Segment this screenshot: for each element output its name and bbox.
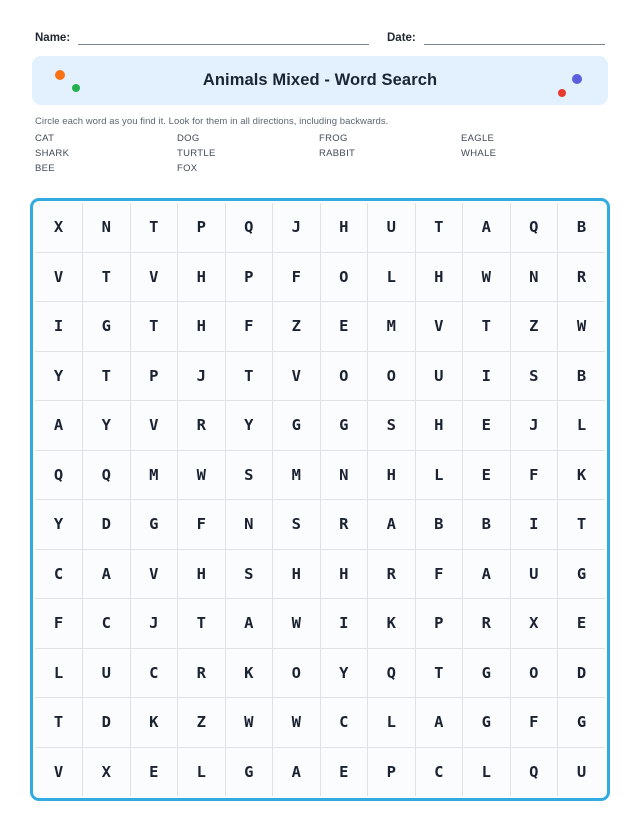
grid-cell[interactable]: R <box>558 252 606 302</box>
grid-cell[interactable]: T <box>35 698 83 748</box>
grid-cell[interactable]: C <box>320 698 368 748</box>
grid-cell[interactable]: S <box>225 450 273 500</box>
grid-body <box>35 203 605 796</box>
grid-cell[interactable]: C <box>35 549 83 599</box>
grid-cell[interactable]: F <box>415 549 463 599</box>
grid-cell[interactable]: U <box>368 203 416 252</box>
grid-cell[interactable]: Z <box>178 698 226 748</box>
grid-cell[interactable]: G <box>463 648 511 698</box>
grid-cell[interactable]: G <box>558 549 606 599</box>
grid-cell[interactable]: L <box>463 747 511 796</box>
grid-cell[interactable]: P <box>178 203 226 252</box>
grid-cell[interactable]: N <box>510 252 558 302</box>
grid-cell[interactable]: X <box>35 203 83 252</box>
grid-cell[interactable]: J <box>510 401 558 451</box>
grid-cell[interactable]: I <box>463 351 511 401</box>
name-date-row <box>35 31 605 45</box>
grid-cell[interactable]: Y <box>83 401 131 451</box>
grid-cell[interactable]: V <box>273 351 321 401</box>
grid-cell[interactable]: V <box>130 401 178 451</box>
grid-cell[interactable]: Q <box>368 648 416 698</box>
grid-cell[interactable]: H <box>368 450 416 500</box>
page-title: Animals Mixed - Word Search <box>202 71 438 89</box>
grid-cell[interactable]: B <box>558 351 606 401</box>
grid-cell[interactable]: Q <box>510 747 558 796</box>
grid-cell[interactable]: K <box>558 450 606 500</box>
grid-cell[interactable]: U <box>510 549 558 599</box>
grid-cell[interactable]: J <box>178 351 226 401</box>
grid-cell[interactable]: F <box>35 599 83 649</box>
grid-cell[interactable]: A <box>35 401 83 451</box>
grid-row <box>35 401 605 451</box>
grid-cell[interactable]: O <box>368 351 416 401</box>
grid-cell[interactable]: V <box>35 747 83 796</box>
word-list-row <box>35 146 610 161</box>
grid-cell[interactable]: N <box>320 450 368 500</box>
grid-cell[interactable]: T <box>130 302 178 352</box>
grid-row <box>35 252 605 302</box>
grid-cell[interactable]: Z <box>273 302 321 352</box>
grid-cell[interactable]: J <box>273 203 321 252</box>
grid-cell[interactable]: Y <box>35 351 83 401</box>
grid-cell[interactable]: T <box>130 203 178 252</box>
date-input-line[interactable] <box>424 31 605 45</box>
grid-row <box>35 203 605 252</box>
word-item: CAT <box>35 133 55 144</box>
grid-cell[interactable]: W <box>558 302 606 352</box>
grid-cell[interactable]: F <box>178 500 226 550</box>
grid-cell[interactable]: S <box>368 401 416 451</box>
grid-cell[interactable]: T <box>415 648 463 698</box>
grid-cell[interactable]: U <box>558 747 606 796</box>
grid-cell[interactable]: R <box>178 401 226 451</box>
grid-cell[interactable]: Y <box>225 401 273 451</box>
grid-cell[interactable]: G <box>225 747 273 796</box>
grid-cell[interactable]: T <box>558 500 606 550</box>
grid-cell[interactable]: D <box>558 648 606 698</box>
grid-cell[interactable]: O <box>510 648 558 698</box>
grid-cell[interactable]: L <box>368 698 416 748</box>
grid-cell[interactable]: W <box>273 599 321 649</box>
grid-cell[interactable]: K <box>368 599 416 649</box>
grid-cell[interactable]: T <box>83 351 131 401</box>
grid-cell[interactable]: H <box>178 252 226 302</box>
grid-cell[interactable]: E <box>463 450 511 500</box>
word-item: DOG <box>177 133 200 144</box>
instructions-text: Circle each word as you find it. Look for them in all directions, including backwards. <box>35 116 389 127</box>
grid-cell[interactable]: M <box>130 450 178 500</box>
grid-cell[interactable]: E <box>320 302 368 352</box>
grid-cell[interactable]: K <box>225 648 273 698</box>
grid-cell[interactable]: H <box>320 549 368 599</box>
grid-cell[interactable]: V <box>35 252 83 302</box>
grid-cell[interactable]: U <box>415 351 463 401</box>
name-input-line[interactable] <box>78 31 369 45</box>
grid-cell[interactable]: Q <box>83 450 131 500</box>
grid-cell[interactable]: W <box>463 252 511 302</box>
grid-cell[interactable]: R <box>463 599 511 649</box>
word-search-grid[interactable] <box>30 198 610 801</box>
grid-cell[interactable]: C <box>130 648 178 698</box>
grid-cell[interactable]: G <box>463 698 511 748</box>
grid-cell[interactable]: X <box>83 747 131 796</box>
grid-cell[interactable]: E <box>320 747 368 796</box>
grid-cell[interactable]: H <box>178 549 226 599</box>
grid-cell[interactable]: H <box>178 302 226 352</box>
grid-cell[interactable]: H <box>273 549 321 599</box>
grid-cell[interactable]: S <box>510 351 558 401</box>
grid-cell[interactable]: S <box>273 500 321 550</box>
grid-cell[interactable]: A <box>273 747 321 796</box>
date-field-group <box>387 31 605 45</box>
grid-cell[interactable]: O <box>320 351 368 401</box>
word-item: RABBIT <box>319 148 356 159</box>
grid-cell[interactable]: Q <box>510 203 558 252</box>
grid-cell[interactable]: E <box>130 747 178 796</box>
grid-cell[interactable]: I <box>510 500 558 550</box>
grid-cell[interactable]: G <box>83 302 131 352</box>
grid-cell[interactable]: X <box>510 599 558 649</box>
grid-cell[interactable]: D <box>83 500 131 550</box>
grid-cell[interactable]: N <box>225 500 273 550</box>
grid-cell[interactable]: L <box>368 252 416 302</box>
grid-cell[interactable]: A <box>463 549 511 599</box>
title-banner <box>32 56 608 105</box>
grid-cell[interactable]: B <box>558 203 606 252</box>
grid-cell[interactable]: C <box>415 747 463 796</box>
word-item: WHALE <box>461 148 497 159</box>
grid-cell[interactable]: W <box>225 698 273 748</box>
grid-cell[interactable]: K <box>130 698 178 748</box>
grid-cell[interactable]: L <box>558 401 606 451</box>
word-item: SHARK <box>35 148 70 159</box>
grid-cell[interactable]: W <box>273 698 321 748</box>
grid-cell[interactable]: G <box>558 698 606 748</box>
grid-cell[interactable]: Z <box>510 302 558 352</box>
grid-cell[interactable]: V <box>415 302 463 352</box>
grid-cell[interactable]: R <box>320 500 368 550</box>
grid-cell[interactable]: N <box>83 203 131 252</box>
grid-row <box>35 698 605 748</box>
grid-row <box>35 648 605 698</box>
grid-cell[interactable]: B <box>463 500 511 550</box>
grid-cell[interactable]: L <box>415 450 463 500</box>
grid-cell[interactable]: R <box>178 648 226 698</box>
grid-cell[interactable]: R <box>368 549 416 599</box>
grid-row <box>35 450 605 500</box>
word-list-row <box>35 161 610 176</box>
grid-cell[interactable]: Y <box>320 648 368 698</box>
grid-cell[interactable]: F <box>273 252 321 302</box>
grid-cell[interactable]: G <box>130 500 178 550</box>
word-list <box>35 131 610 176</box>
grid-row <box>35 351 605 401</box>
grid-cell[interactable]: P <box>368 747 416 796</box>
grid-cell[interactable]: L <box>178 747 226 796</box>
grid-cell[interactable]: S <box>225 549 273 599</box>
grid-cell[interactable]: A <box>415 698 463 748</box>
grid-cell[interactable]: L <box>35 648 83 698</box>
grid-cell[interactable]: O <box>273 648 321 698</box>
grid-cell[interactable]: P <box>130 351 178 401</box>
word-item: EAGLE <box>461 133 495 144</box>
grid-row <box>35 599 605 649</box>
grid-cell[interactable]: C <box>83 599 131 649</box>
word-item: TURTLE <box>177 148 216 159</box>
grid-cell[interactable]: W <box>178 450 226 500</box>
grid-cell[interactable]: A <box>463 203 511 252</box>
grid-row <box>35 302 605 352</box>
grid-cell[interactable]: A <box>225 599 273 649</box>
grid-cell[interactable]: P <box>415 599 463 649</box>
name-label: Name: <box>35 32 71 44</box>
grid-row <box>35 500 605 550</box>
word-list-row <box>35 131 610 146</box>
grid-row <box>35 747 605 796</box>
grid-cell[interactable]: F <box>510 450 558 500</box>
grid-cell[interactable]: H <box>415 252 463 302</box>
grid-cell[interactable]: T <box>225 351 273 401</box>
grid-cell[interactable]: T <box>178 599 226 649</box>
grid-cell[interactable]: Y <box>35 500 83 550</box>
grid-cell[interactable]: E <box>463 401 511 451</box>
grid-cell[interactable]: J <box>130 599 178 649</box>
grid-cell[interactable]: P <box>225 252 273 302</box>
grid-row <box>35 549 605 599</box>
grid-cell[interactable]: E <box>558 599 606 649</box>
grid-cell[interactable]: V <box>130 549 178 599</box>
grid-cell[interactable]: A <box>368 500 416 550</box>
grid-cell[interactable]: T <box>415 203 463 252</box>
grid-cell[interactable]: H <box>415 401 463 451</box>
grid-cell[interactable]: F <box>225 302 273 352</box>
date-label: Date: <box>387 32 416 44</box>
grid-cell[interactable]: Q <box>225 203 273 252</box>
grid-cell[interactable]: B <box>415 500 463 550</box>
grid-cell[interactable]: I <box>35 302 83 352</box>
grid-cell[interactable]: O <box>320 252 368 302</box>
grid-cell[interactable]: A <box>83 549 131 599</box>
word-item: FROG <box>319 133 348 144</box>
grid-cell[interactable]: G <box>320 401 368 451</box>
grid-cell[interactable]: F <box>510 698 558 748</box>
word-item: FOX <box>177 163 198 174</box>
grid-cell[interactable]: G <box>273 401 321 451</box>
grid-cell[interactable]: H <box>320 203 368 252</box>
grid-cell[interactable]: M <box>273 450 321 500</box>
grid-cell[interactable]: D <box>83 698 131 748</box>
grid-cell[interactable]: T <box>83 252 131 302</box>
word-item: BEE <box>35 163 55 174</box>
grid-cell[interactable]: T <box>463 302 511 352</box>
name-field-group <box>35 31 387 45</box>
red-dot-icon <box>558 89 566 97</box>
grid-cell[interactable]: V <box>130 252 178 302</box>
grid-cell[interactable]: M <box>368 302 416 352</box>
grid-table <box>35 203 605 796</box>
grid-cell[interactable]: I <box>320 599 368 649</box>
grid-cell[interactable]: Q <box>35 450 83 500</box>
grid-cell[interactable]: U <box>83 648 131 698</box>
